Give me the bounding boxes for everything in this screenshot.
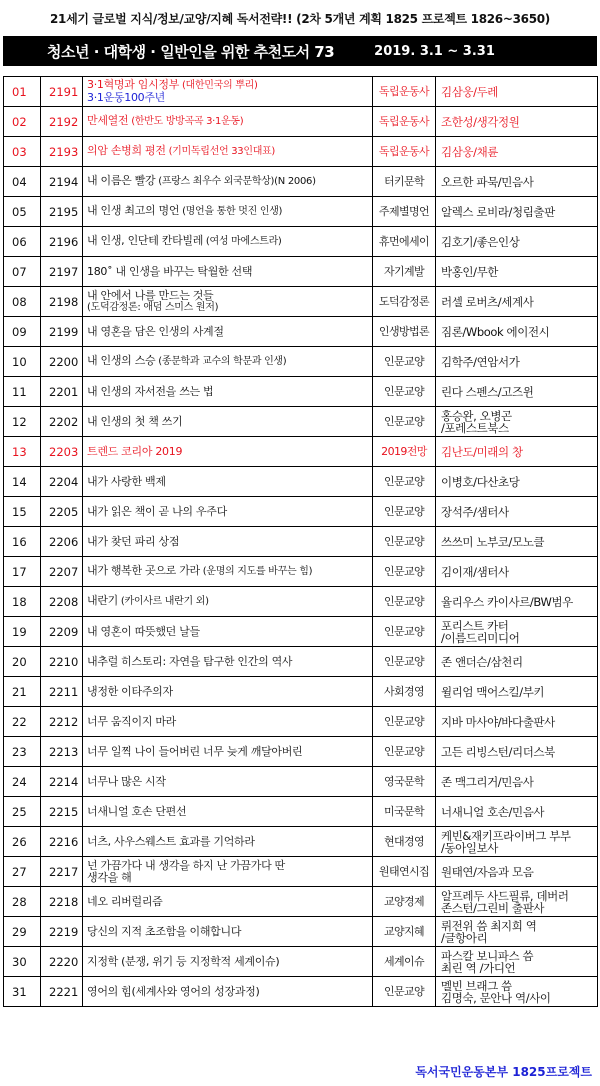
book-title: 너츠, 사우스웨스트 효과를 기억하라: [87, 834, 255, 848]
book-code: 2201: [41, 377, 83, 407]
row-number: 01: [4, 77, 41, 107]
book-title-cell: [83, 77, 373, 107]
book-title-cell: [83, 107, 373, 137]
book-title-line2: 생각을 해: [87, 870, 132, 884]
book-author-publisher: 홍승완, 오병곤 /포레스트북스: [436, 407, 598, 437]
title-banner: [3, 36, 597, 66]
row-number: 25: [4, 797, 41, 827]
book-genre: 인문교양: [373, 377, 436, 407]
book-title-line2: 3·1운동100주년: [87, 91, 165, 104]
book-code: 2202: [41, 407, 83, 437]
book-author-publisher: 짐론/Wbook 에이전시: [436, 317, 598, 347]
row-number: 04: [4, 167, 41, 197]
row-number: 02: [4, 107, 41, 137]
row-number: 28: [4, 887, 41, 917]
table-row: [4, 887, 598, 917]
book-title: 냉정한 이타주의자: [87, 684, 173, 698]
table-row: [4, 467, 598, 497]
row-number: 17: [4, 557, 41, 587]
book-title-cell: [83, 887, 373, 917]
book-author-publisher: 케빈&재키프라이버그 부부 /동아일보사: [436, 827, 598, 857]
book-author-publisher: 존 맥그리거/민음사: [436, 767, 598, 797]
book-code: 2191: [41, 77, 83, 107]
book-author-publisher: 고든 리빙스턴/리더스북: [436, 737, 598, 767]
book-author-publisher: 너새니얼 호손/민음사: [436, 797, 598, 827]
book-author-publisher: 린다 스펜스/고즈윈: [436, 377, 598, 407]
book-title-cell: [83, 437, 373, 467]
row-number: 11: [4, 377, 41, 407]
book-code: 2221: [41, 977, 83, 1007]
row-number: 05: [4, 197, 41, 227]
book-author-publisher: 포리스트 카터 /이름드리미디어: [436, 617, 598, 647]
top-heading: 21세기 글로벌 지식/정보/교양/지혜 독서전략!! (2차 5개년 계획 1825 프로젝트 1826~3650): [49, 12, 550, 26]
row-number: 31: [4, 977, 41, 1007]
row-number: 19: [4, 617, 41, 647]
book-list-table: [3, 76, 598, 1007]
book-title-cell: [83, 587, 373, 617]
book-genre: 인문교양: [373, 467, 436, 497]
book-code: 2208: [41, 587, 83, 617]
book-code: 2203: [41, 437, 83, 467]
table-row: [4, 737, 598, 767]
book-genre: 인문교양: [373, 527, 436, 557]
book-title-cell: [83, 827, 373, 857]
book-author-publisher: 오르한 파묵/민음사: [436, 167, 598, 197]
book-title-cell: [83, 917, 373, 947]
table-row: [4, 977, 598, 1007]
row-number: 18: [4, 587, 41, 617]
book-author-publisher: 김난도/미래의 창: [436, 437, 598, 467]
book-title-cell: [83, 347, 373, 377]
book-subtitle: (여성 마에스트라): [203, 236, 282, 247]
book-code: 2212: [41, 707, 83, 737]
book-code: 2214: [41, 767, 83, 797]
table-row: [4, 317, 598, 347]
book-code: 2196: [41, 227, 83, 257]
book-subtitle: (종문학과 교수의 학문과 인생): [155, 356, 287, 367]
book-title-cell: [83, 407, 373, 437]
row-number: 29: [4, 917, 41, 947]
table-row: [4, 947, 598, 977]
book-subtitle: (카이사르 내란기 외): [117, 596, 209, 607]
table-row: [4, 617, 598, 647]
row-number: 03: [4, 137, 41, 167]
book-genre: 인문교양: [373, 407, 436, 437]
book-genre: 2019전망: [373, 437, 436, 467]
row-number: 08: [4, 287, 41, 317]
book-title-cell: [83, 557, 373, 587]
table-row: [4, 347, 598, 377]
book-genre: 교양경제: [373, 887, 436, 917]
book-subtitle: (대한민국의 뿌리): [179, 80, 258, 91]
banner-title: 청소년 · 대학생 · 일반인을 위한 추천도서 73: [47, 42, 335, 61]
table-row: [4, 77, 598, 107]
table-row: [4, 557, 598, 587]
book-code: 2206: [41, 527, 83, 557]
book-title-cell: [83, 797, 373, 827]
book-genre: 인문교양: [373, 617, 436, 647]
book-title-cell: [83, 677, 373, 707]
book-title-cell: [83, 707, 373, 737]
book-author-publisher: 존 앤더슨/삼천리: [436, 647, 598, 677]
book-code: 2192: [41, 107, 83, 137]
book-genre: 인문교양: [373, 497, 436, 527]
table-row: [4, 137, 598, 167]
book-code: 2200: [41, 347, 83, 377]
table-row: [4, 797, 598, 827]
book-genre: 주제별명언: [373, 197, 436, 227]
book-title-cell: [83, 737, 373, 767]
row-number: 30: [4, 947, 41, 977]
book-author-publisher: 지바 마사야/바다출판사: [436, 707, 598, 737]
book-author-publisher: 알프레두 사드필류, 데버러 존스턴/그린비 출판사: [436, 887, 598, 917]
book-code: 2207: [41, 557, 83, 587]
book-subtitle: (기미독립선언 33인대표): [165, 146, 276, 157]
book-code: 2197: [41, 257, 83, 287]
book-author-publisher: 알렉스 로비라/청림출판: [436, 197, 598, 227]
book-author-publisher: 박홍인/무한: [436, 257, 598, 287]
table-row: [4, 857, 598, 887]
row-number: 26: [4, 827, 41, 857]
book-title: 내 안에서 나를 만드는 것들: [87, 288, 214, 302]
book-title: 내 인생 최고의 명언: [87, 204, 180, 217]
book-title: 내추럴 히스토리: 자연을 탐구한 인간의 역사: [87, 654, 293, 668]
row-number: 10: [4, 347, 41, 377]
book-genre: 영국문학: [373, 767, 436, 797]
book-author-publisher: 멜빈 브래그 씀 김명숙, 문안나 역/사이: [436, 977, 598, 1007]
book-genre: 휴먼에세이: [373, 227, 436, 257]
book-title: 영어의 힘(세계사와 영어의 성장과정): [87, 984, 260, 998]
book-author-publisher: 율리우스 카이사르/BW범우: [436, 587, 598, 617]
book-subtitle: (한반도 방방곡곡 3·1운동): [128, 116, 244, 127]
book-title: 당신의 지적 초조함을 이해합니다: [87, 924, 242, 938]
row-number: 07: [4, 257, 41, 287]
table-row: [4, 827, 598, 857]
book-genre: 인생방법론: [373, 317, 436, 347]
book-title: 트렌드 코리아 2019: [87, 444, 183, 458]
table-row: [4, 167, 598, 197]
book-author-publisher: 뤼전위 씀 최지희 역 /글항아리: [436, 917, 598, 947]
book-author-publisher: 장석주/샘터사: [436, 497, 598, 527]
table-row: [4, 437, 598, 467]
book-title-cell: [83, 497, 373, 527]
row-number: 24: [4, 767, 41, 797]
book-title: 내 영혼을 담은 인생의 사계절: [87, 324, 224, 338]
book-code: 2213: [41, 737, 83, 767]
table-row: [4, 677, 598, 707]
book-code: 2217: [41, 857, 83, 887]
book-author-publisher: 김이재/샘터사: [436, 557, 598, 587]
row-number: 09: [4, 317, 41, 347]
book-title-cell: [83, 767, 373, 797]
book-title: 내 영혼이 따뜻했던 날들: [87, 624, 200, 638]
book-title-cell: [83, 167, 373, 197]
book-author-publisher: 김학주/연암서가: [436, 347, 598, 377]
book-subtitle: (프랑스 최우수 외국문학상)(N 2006): [155, 176, 316, 187]
book-genre: 세계이슈: [373, 947, 436, 977]
table-row: [4, 587, 598, 617]
book-code: 2193: [41, 137, 83, 167]
book-title-cell: [83, 977, 373, 1007]
book-author-publisher: 김호기/좋은인상: [436, 227, 598, 257]
book-genre: 인문교양: [373, 737, 436, 767]
table-row: [4, 227, 598, 257]
book-title: 너무 움직이지 마라: [87, 714, 177, 728]
table-row: [4, 407, 598, 437]
book-title: 넌 가끔가다 내 생각을 하지 난 가끔가다 딴: [87, 858, 285, 872]
book-title-cell: [83, 467, 373, 497]
book-code: 2215: [41, 797, 83, 827]
book-code: 2211: [41, 677, 83, 707]
book-genre: 인문교양: [373, 647, 436, 677]
row-number: 23: [4, 737, 41, 767]
book-code: 2195: [41, 197, 83, 227]
book-author-publisher: 김삼웅/채륜: [436, 137, 598, 167]
row-number: 12: [4, 407, 41, 437]
book-title-cell: [83, 287, 373, 317]
row-number: 13: [4, 437, 41, 467]
book-title-cell: [83, 377, 373, 407]
table-row: [4, 767, 598, 797]
table-row: [4, 377, 598, 407]
book-genre: 인문교양: [373, 557, 436, 587]
book-genre: 인문교양: [373, 347, 436, 377]
row-number: 21: [4, 677, 41, 707]
book-subtitle: (운명의 지도를 바꾸는 힘): [199, 566, 313, 577]
book-title: 내 인생, 인단테 칸타빌레: [87, 234, 204, 247]
book-title: 네오 리버럴리즘: [87, 894, 163, 908]
book-code: 2218: [41, 887, 83, 917]
book-code: 2216: [41, 827, 83, 857]
book-genre: 독립운동사: [373, 107, 436, 137]
book-title: 지정학 (분쟁, 위기 등 지정학적 세계이슈): [87, 954, 280, 968]
book-title-line2: (도덕감정론: 애덤 스미스 원저): [87, 301, 219, 313]
book-genre: 미국문학: [373, 797, 436, 827]
book-title-cell: [83, 137, 373, 167]
book-code: 2199: [41, 317, 83, 347]
book-genre: 원태연시집: [373, 857, 436, 887]
book-title-cell: [83, 227, 373, 257]
book-title-cell: [83, 947, 373, 977]
book-subtitle: (명언을 통한 멋진 인생): [179, 206, 283, 217]
row-number: 22: [4, 707, 41, 737]
row-number: 14: [4, 467, 41, 497]
book-title: 180˚ 내 인생을 바꾸는 탁월한 선택: [87, 264, 253, 278]
book-author-publisher: 원태연/자음과 모음: [436, 857, 598, 887]
book-author-publisher: 김삼웅/두레: [436, 77, 598, 107]
book-code: 2210: [41, 647, 83, 677]
book-title-cell: [83, 317, 373, 347]
book-title: 내 이름은 빨강: [87, 174, 156, 187]
book-title: 내 인생의 자서전을 쓰는 법: [87, 384, 214, 398]
banner-period: 2019. 3.1 ~ 3.31: [374, 43, 495, 59]
book-author-publisher: 조한성/생각정원: [436, 107, 598, 137]
table-row: [4, 197, 598, 227]
book-title-cell: [83, 197, 373, 227]
book-author-publisher: 쓰쓰미 노부코/모노클: [436, 527, 598, 557]
book-code: 2205: [41, 497, 83, 527]
book-genre: 인문교양: [373, 707, 436, 737]
book-title: 너무 일찍 나이 들어버린 너무 늦게 깨달아버린: [87, 744, 303, 758]
book-code: 2220: [41, 947, 83, 977]
footer-credit: 독서국민운동본부 1825프로젝트: [415, 1065, 592, 1079]
book-genre: 교양지혜: [373, 917, 436, 947]
book-author-publisher: 이병호/다산초당: [436, 467, 598, 497]
book-code: 2209: [41, 617, 83, 647]
table-row: [4, 497, 598, 527]
book-code: 2219: [41, 917, 83, 947]
table-row: [4, 707, 598, 737]
book-title: 내란기: [87, 594, 118, 607]
row-number: 20: [4, 647, 41, 677]
book-title: 내가 행복한 곳으로 가라: [87, 564, 200, 577]
table-row: [4, 287, 598, 317]
table-row: [4, 107, 598, 137]
row-number: 16: [4, 527, 41, 557]
book-title: 내가 찾던 파리 상점: [87, 534, 180, 548]
book-author-publisher: 파스칼 보니파스 씀 최린 역 /가디언: [436, 947, 598, 977]
book-title: 너새니얼 호손 단편선: [87, 804, 187, 818]
book-title-cell: [83, 857, 373, 887]
book-code: 2198: [41, 287, 83, 317]
book-author-publisher: 러셀 로버츠/세계사: [436, 287, 598, 317]
book-genre: 도덕감정론: [373, 287, 436, 317]
book-title-cell: [83, 527, 373, 557]
book-author-publisher: 윌리엄 맥어스킬/부키: [436, 677, 598, 707]
book-genre: 인문교양: [373, 977, 436, 1007]
book-genre: 독립운동사: [373, 137, 436, 167]
book-title-cell: [83, 257, 373, 287]
book-title: 3·1혁명과 임시정부: [87, 78, 180, 91]
row-number: 06: [4, 227, 41, 257]
book-title: 만세열전: [87, 114, 129, 127]
book-title: 너무나 많은 시작: [87, 774, 166, 788]
row-number: 27: [4, 857, 41, 887]
book-title-cell: [83, 617, 373, 647]
table-row: [4, 917, 598, 947]
book-title: 내가 읽은 책이 곧 나의 우주다: [87, 504, 227, 518]
book-code: 2194: [41, 167, 83, 197]
book-genre: 현대경영: [373, 827, 436, 857]
book-title: 내 인생의 첫 책 쓰기: [87, 414, 183, 428]
book-title: 의암 손병희 평전: [87, 144, 166, 157]
book-genre: 자기계발: [373, 257, 436, 287]
book-genre: 독립운동사: [373, 77, 436, 107]
table-row: [4, 257, 598, 287]
table-row: [4, 527, 598, 557]
book-genre: 사회경영: [373, 677, 436, 707]
book-title: 내가 사랑한 백제: [87, 474, 166, 488]
table-row: [4, 647, 598, 677]
book-genre: 터키문학: [373, 167, 436, 197]
row-number: 15: [4, 497, 41, 527]
book-code: 2204: [41, 467, 83, 497]
book-title-cell: [83, 647, 373, 677]
book-genre: 인문교양: [373, 587, 436, 617]
book-title: 내 인생의 스승: [87, 354, 156, 367]
